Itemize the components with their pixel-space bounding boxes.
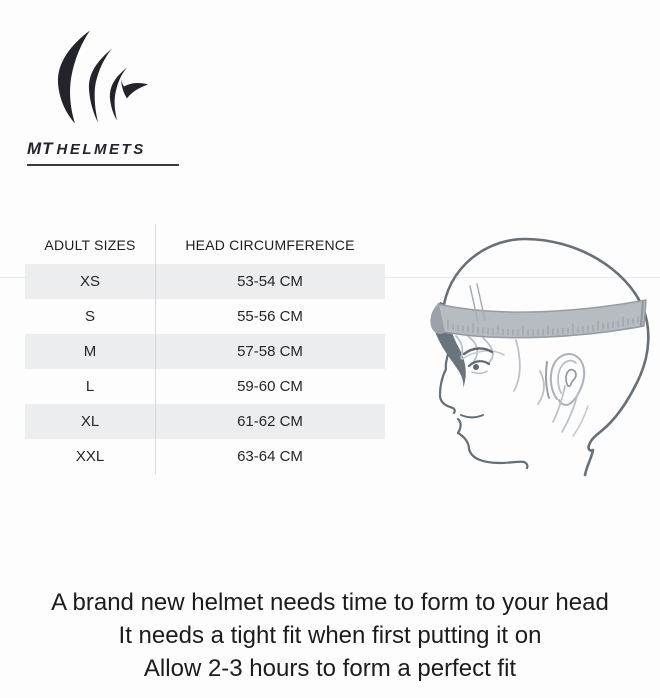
wordmark-helmets: HELMETS [56,141,146,158]
size-cell: S [84,308,95,325]
table-row [25,404,385,439]
size-cell: XS [79,273,100,290]
mt-logo-claw-icon [40,10,160,136]
header-cell-adult-sizes: ADULT SIZES [44,237,136,253]
size-cell: XXL [75,448,105,465]
circumference-cell: 59-60 CM [237,378,303,395]
circumference-cell: 57-58 CM [237,343,303,360]
fit-note [0,586,660,685]
fit-note-line-3: Allow 2-3 hours to form a perfect fit [143,655,517,682]
table-row [25,299,385,334]
table-row [25,439,385,474]
table-header-row [25,226,385,264]
size-cell: L [85,378,95,395]
fit-note-line-2: It needs a tight fit when first putting it on [118,622,542,649]
table-row [25,334,385,369]
header-cell-head-circumference: HEAD CIRCUMFERENCE [185,237,355,253]
size-table [25,226,385,474]
table-row [25,369,385,404]
fit-note-line-1: A brand new helmet needs time to form to your head [51,589,609,616]
wordmark-mt: MT [27,139,54,158]
size-cell: M [83,343,97,360]
table-row [25,264,385,299]
circumference-cell: 55-56 CM [237,308,303,325]
head-measurement-illustration [420,228,660,492]
circumference-cell: 63-64 CM [237,448,303,465]
size-cell: XL [80,413,100,430]
circumference-cell: 61-62 CM [237,413,303,430]
brand-wordmark [27,139,179,166]
circumference-cell: 53-54 CM [237,273,303,290]
table-column-divider [155,224,156,474]
